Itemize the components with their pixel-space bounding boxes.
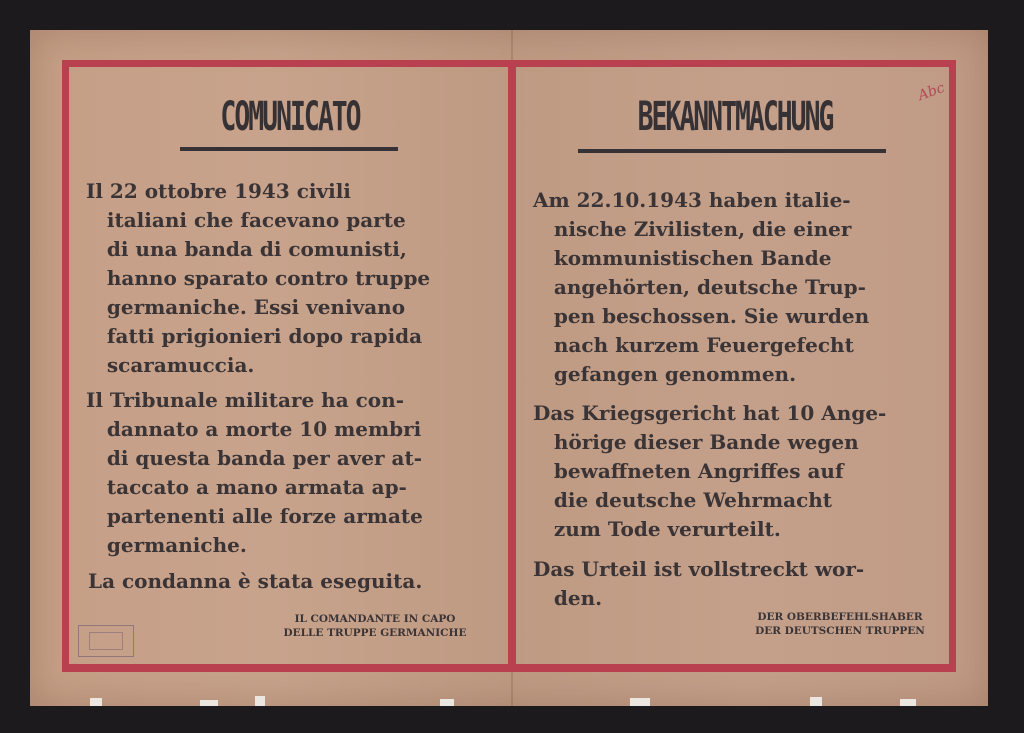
archive-stamp: [78, 625, 134, 657]
italian-heading: COMUNICATO: [220, 94, 360, 140]
german-paragraph-1: Am 22.10.1943 haben italie- nische Zivilisten, die einer kommunistischen Bande angehörten, deutsche Trup- pen beschossen. Sie wurden nach kurzem Feuergefecht gefangen genommen.: [533, 188, 870, 386]
border-center: [508, 60, 516, 672]
poster-sheet: [30, 30, 988, 706]
italian-paragraph-3: La condanna è stata eseguita.: [88, 569, 423, 593]
torn-edge: [440, 699, 454, 706]
torn-edge: [810, 697, 822, 706]
torn-edge: [630, 698, 650, 706]
border-left: [62, 60, 69, 672]
german-heading: BEKANNTMACHUNG: [637, 94, 833, 140]
german-paragraph-2: Das Kriegsgericht hat 10 Ange- hörige dieser Bande wegen bewaffneten Angriffes auf die deutsche Wehrmacht zum Tode verurteilt.: [533, 401, 887, 541]
italian-heading-underline: [180, 147, 398, 151]
italian-paragraph-2: Il Tribunale militare ha con- dannato a morte 10 membri di questa banda per aver at- taccato a mano armata ap- partenenti alle forze armate germaniche.: [86, 388, 423, 557]
torn-edge: [90, 698, 102, 706]
italian-signature: IL COMANDANTE IN CAPO DELLE TRUPPE GERMANICHE: [283, 613, 467, 639]
border-right: [949, 60, 956, 672]
german-paragraph-3: Das Urteil ist vollstreckt wor- den.: [533, 557, 865, 610]
german-signature: DER OBERBEFEHLSHABER DER DEUTSCHEN TRUPPEN: [755, 611, 925, 637]
pencil-note: Abc: [916, 79, 947, 105]
torn-edge: [900, 699, 916, 706]
german-heading-underline: [578, 149, 886, 153]
italian-paragraph-1: Il 22 ottobre 1943 civili italiani che facevano parte di una banda di comunisti, hanno sparato contro truppe germaniche. Essi venivano fatti prigionieri dopo rapida scaramuccia.: [86, 179, 431, 377]
torn-edge: [200, 700, 218, 706]
torn-edge: [255, 696, 265, 706]
